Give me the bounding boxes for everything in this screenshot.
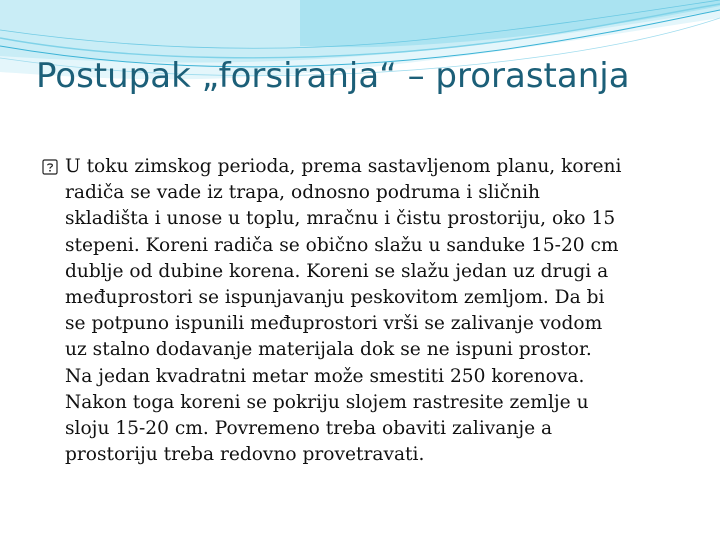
body-content — [42, 154, 692, 468]
paragraph-line: međuprostori se ispunjavanju peskovitom zemljom. Da bi — [65, 287, 605, 309]
paragraph-line: sloju 15-20 cm. Povremeno treba obaviti zalivanje a — [65, 418, 553, 440]
paragraph-line: radiča se vade iz trapa, odnosno podruma i sličnih — [65, 182, 540, 204]
slide-title: Postupak „forsiranja“ – prorastanja — [36, 56, 630, 96]
paragraph-line: Na jedan kvadratni metar može smestiti 250 korenova. — [65, 365, 585, 387]
paragraph-line: U toku zimskog perioda, prema sastavljenom planu, koreni — [65, 156, 622, 177]
paragraph-line: dublje od dubine korena. Koreni se slažu jedan uz drugi a — [65, 260, 609, 282]
paragraph-line: prostoriju treba redovno provetravati. — [65, 444, 425, 466]
paragraph-line: Nakon toga koreni se pokriju slojem rastresite zemlje u — [65, 391, 589, 413]
paragraph-line: se potpuno ispunili međuprostori vrši se zalivanje vodom — [65, 313, 603, 335]
bullet-paragraph — [42, 154, 692, 468]
paragraph-line: stepeni. Koreni radiča se obično slažu u sanduke 15-20 cm — [65, 234, 619, 256]
unsupported-glyph-box-icon — [42, 159, 58, 175]
paragraph-line: uz stalno dodavanje materijala dok se ne ispuni prostor. — [65, 339, 592, 361]
paragraph-line: skladišta i unose u toplu, mračnu i čistu prostoriju, oko 15 — [65, 208, 616, 230]
